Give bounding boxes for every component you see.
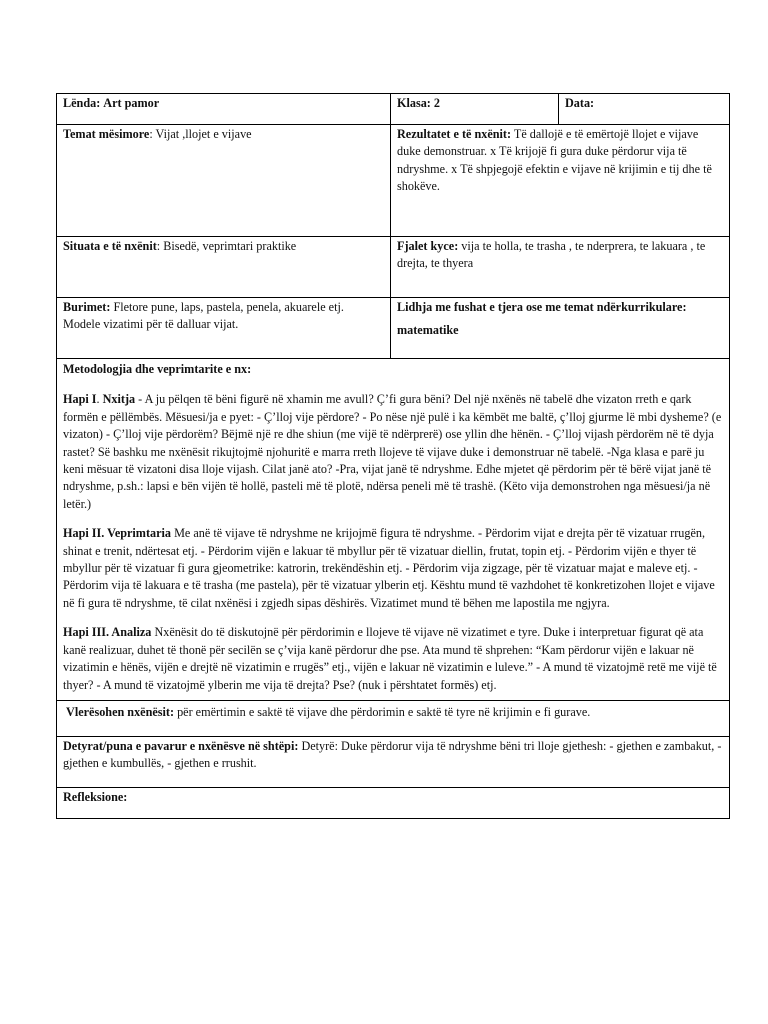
- lesson-plan-table: [56, 93, 730, 819]
- step-3-text: Nxënësit do të diskutojnë për përdorimin e llojeve të vijave në vizatimet e tyre. Duke i interpretuar figurat që ata kanë realizuar, duhet të thonë për secilën se ç’vija kanë përdorur dhe pse. Ata mund të shprehen: “Kam përdorur vijën e lakuar në vizatimin e hënës, vijën e drejtë në vizatimin e rrugës” etj., vijën e lakuar në vizatimin e luleve.” - A mund të vizatojmë retë me vijë të thyer? - A mund të vizatojmë ylberin me vija të drejta? Pse? (nuk i përshtatet formës) etj.: [63, 625, 717, 692]
- burimet-value: Fletore pune, laps, pastela, penela, akuarele etj. Modele vizatimi për të dalluar vijat.: [63, 300, 344, 332]
- situata-label: Situata e të nxënit: [63, 239, 157, 253]
- step-2: [63, 525, 723, 612]
- step-1-label: Hapi I: [63, 392, 97, 407]
- lesson-plan-page: [56, 93, 729, 819]
- temat-label: Temat mësimore: [63, 127, 150, 141]
- burimet-label: Burimet:: [63, 300, 111, 314]
- klasa-label: Klasa:: [397, 96, 431, 110]
- fjalet-cell: [391, 237, 730, 298]
- fjalet-value: vija te holla, te trasha , te nderprera, te lakuara , te drejta, te thyera: [397, 239, 706, 271]
- step-3: [63, 624, 723, 694]
- lenda-cell: [57, 94, 391, 125]
- step-1-sub: Nxitja: [102, 392, 136, 407]
- data-label: Data:: [565, 96, 595, 110]
- detyrat-cell: [57, 736, 730, 787]
- step-2-text: Me anë të vijave të ndryshme ne krijojmë figura të ndryshme. - Përdorim vijat e drejta për të vizatuar rrugën, shinat e trenit, ndërtesat etj. - Përdorim vijën e lakuar të mbyllur për të vizatuar diellin, frutat, topin etj. - Përdorim vijën e thyer të mbyllur për të vizatuar fi gura gjeometrike: katrorin, trekëndëshin etj. - Përdorim vija zigzage, për të vizatuar majat e maleve etj. - Përdorim vija të lakuara e të trasha (me pastela), për të vizatuar ylberin etj. Kështu mund të vazhdohet të konkretizohen llojet e vijave në fi gura të ndryshme, të cilat nxënësi i zgjedh sipas dëshirës. Vizatimet mund të bëhen me lapostila me ngjyra.: [63, 526, 715, 610]
- rezultatet-label: Rezultatet e të nxënit:: [397, 127, 512, 141]
- refleksione-label: Refleksione:: [63, 789, 128, 804]
- lenda-value: Art pamor: [103, 96, 160, 110]
- step-1: [63, 391, 723, 513]
- step-1-sep: .: [96, 392, 103, 407]
- metodologjia-row: [57, 359, 730, 701]
- refleksione-row: [57, 787, 730, 818]
- vleresohen-value: për emërtimin e saktë të vijave dhe përdorimin e saktë të tyre në krijimin e fi gurave.: [174, 704, 591, 719]
- temat-row: [57, 125, 730, 237]
- burimet-cell: [57, 298, 391, 359]
- rezultatet-value: Të dallojë e të emërtojë llojet e vijave duke demonstruar. x Të krijojë fi gura duke përdorur vija të ndryshme. x Të shpjegojë efektin e vijave në krijimin e tij dhe të shokëve.: [397, 127, 712, 194]
- klasa-value: 2: [433, 96, 440, 110]
- lidhja-label: Lidhja me fushat e tjera ose me temat ndërkurrikulare:: [397, 300, 687, 314]
- lidhja-value: matematike: [397, 323, 459, 338]
- vleresohen-cell: [57, 700, 730, 736]
- klasa-cell: [391, 94, 559, 125]
- situata-row: [57, 237, 730, 298]
- lidhja-cell: [391, 298, 730, 359]
- vleresohen-label: Vlerësohen nxënësit:: [66, 704, 175, 719]
- data-cell: [559, 94, 730, 125]
- lenda-label: Lënda:: [63, 96, 101, 110]
- metodologjia-title: Metodologjia dhe veprimtarite e nx:: [63, 362, 252, 376]
- burimet-row: [57, 298, 730, 359]
- temat-value: : Vijat ,llojet e vijave: [149, 127, 252, 141]
- temat-cell: [57, 125, 391, 237]
- detyrat-value: Detyrë: Duke përdorur vija të ndryshme bëni tri lloje gjethesh: - gjethen e zambakut, - gjethen e kumbullës, - gjethen e rrushit.: [63, 738, 722, 771]
- metodologjia-cell: [57, 359, 730, 701]
- step-1-text: - A ju pëlqen të bëni figurë në xhamin me avull? Ç’fi gura bëni? Del një nxënës në tabelë dhe vizaton rreth e qark formën e pëllëmbës. Mësuesi/ja e pyet: - Ç’lloj vije përdore? - Po nëse një pulë i ka këmbët me baltë, ç’lloj gjurme lë mbi dysheme? (e vizaton) - Ç’lloj vije përdorëm? Bëjmë një re dhe shiun (me vijë të ndërprerë) ose yllin dhe hënën. - Ç’lloj vijash përdorëm në të dyja rastet? Së bashku me nxënësit rikujtojmë njohuritë e marra rreth llojeve të vijave duke i demonstruar në tabelë. -Nga klasa e parë ju keni mësuar të vizatoni disa lloje vijash. Cilat janë ato? -Pra, vijat janë të ndryshme. Edhe mjetet që përdorim për të bërë vijat janë të ndryshme, p.sh.: lapsi e bën vijën të hollë, pasteli më të plotë, ndërsa peneli më të trashë. (Këto vija demonstrohen nga mësuesi/ja në letër.): [63, 392, 722, 511]
- vleresohen-row: [57, 700, 730, 736]
- situata-cell: [57, 237, 391, 298]
- step-3-label: Hapi III. Analiza: [63, 625, 152, 640]
- rezultatet-cell: [391, 125, 730, 237]
- detyrat-label: Detyrat/puna e pavarur e nxënësve në shtëpi:: [63, 738, 299, 753]
- header-row: [57, 94, 730, 125]
- step-2-label: Hapi II. Veprimtaria: [63, 526, 172, 541]
- detyrat-row: [57, 736, 730, 787]
- refleksione-cell: [57, 787, 730, 818]
- fjalet-label: Fjalet kyce:: [397, 239, 459, 253]
- situata-value: : Bisedë, veprimtari praktike: [156, 239, 297, 253]
